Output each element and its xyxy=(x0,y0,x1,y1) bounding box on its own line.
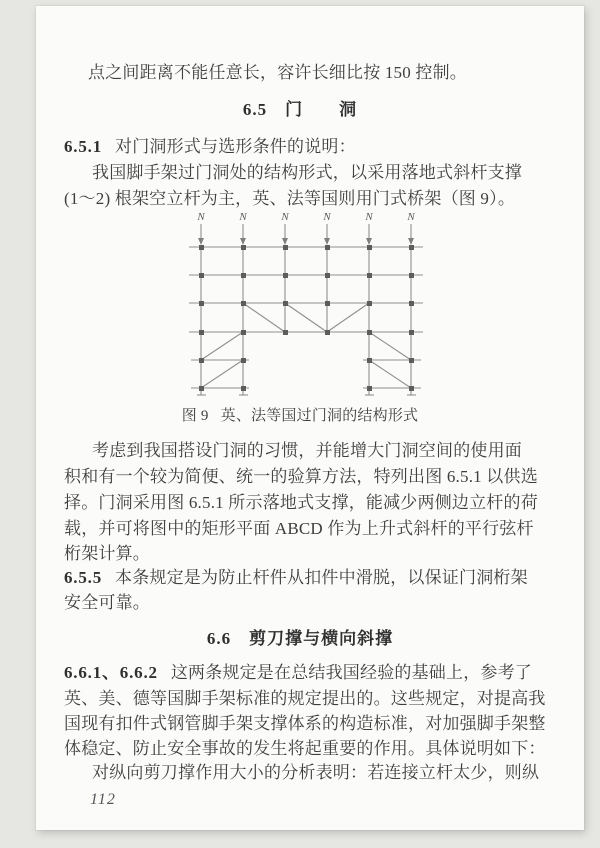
load-arrows xyxy=(201,224,411,239)
text-line: 点之间距离不能任意长，容许长细比按 150 控制。 xyxy=(88,63,467,82)
clause-number: 6.6.1、6.6.2 xyxy=(64,663,158,682)
text-line: 对纵向剪刀撑作用大小的分析表明：若连接立杆太少，则纵 xyxy=(92,763,540,782)
text-line: 桁架计算。 xyxy=(64,544,150,563)
load-label: N xyxy=(281,211,289,223)
figure-number: 图 9 xyxy=(181,408,209,424)
figure-caption xyxy=(0,405,600,427)
text-line: 英、美、德等国脚手架标准的规定提出的。这些规定，对提高我 xyxy=(64,689,546,708)
load-label: N xyxy=(197,211,205,223)
text-line: (1～2) 根架空立杆为主，英、法等国则用门式桥架（图 9）。 xyxy=(64,189,516,208)
load-label: N xyxy=(407,211,415,223)
load-label: N xyxy=(365,211,373,223)
clause-line: 6.5.5 本条规定是为防止杆件从扣件中滑脱，以保证门洞桁架 xyxy=(64,568,528,587)
text-line: 择。门洞采用图 6.5.1 所示落地式支撑，能减少两侧边立杆的荷 xyxy=(64,493,538,512)
section-title: 剪刀撑与横向斜撑 xyxy=(249,629,394,648)
section-heading-6-6 xyxy=(0,628,600,650)
text-line: 考虑到我国搭设门洞的习惯，并能增大门洞空间的使用面 xyxy=(92,441,522,460)
section-title: 门 洞 xyxy=(285,100,358,119)
text-line: 积和有一个较为简便、统一的验算方法，特列出图 6.5.1 以供选 xyxy=(64,467,538,486)
text-line: 我国脚手架过门洞处的结构形式，以采用落地式斜杆支撑 xyxy=(92,163,522,182)
section-number: 6.6 xyxy=(206,629,232,648)
text-line: 安全可靠。 xyxy=(64,593,150,612)
figure-title: 英、法等国过门洞的结构形式 xyxy=(220,408,419,424)
figure-door-opening-truss-diagram xyxy=(179,210,431,404)
text-line: 体稳定、防止安全事故的发生将起重要的作用。具体说明如下： xyxy=(64,739,546,758)
clause-line: 6.5.1 对门洞形式与选形条件的说明： xyxy=(64,137,356,156)
load-arrowheads xyxy=(198,238,414,245)
text-line: 载，并可将图中的矩形平面 ABCD 作为上升式斜杆的平行弦杆 xyxy=(64,519,534,538)
text-line: 国现有扣件式钢管脚手架支撑体系的构造标准，对加强脚手架整 xyxy=(64,714,546,733)
load-labels xyxy=(196,211,415,223)
clause-number: 6.5.5 xyxy=(64,568,102,587)
clause-line: 6.6.1、6.6.2 这两条规定是在总结我国经验的基础上，参考了 xyxy=(64,663,533,682)
page-number: 112 xyxy=(90,791,116,808)
load-label: N xyxy=(323,211,331,223)
section-heading-6-5 xyxy=(0,99,600,121)
section-number: 6.5 xyxy=(242,100,268,119)
load-label: N xyxy=(239,211,247,223)
clause-number: 6.5.1 xyxy=(64,137,102,156)
